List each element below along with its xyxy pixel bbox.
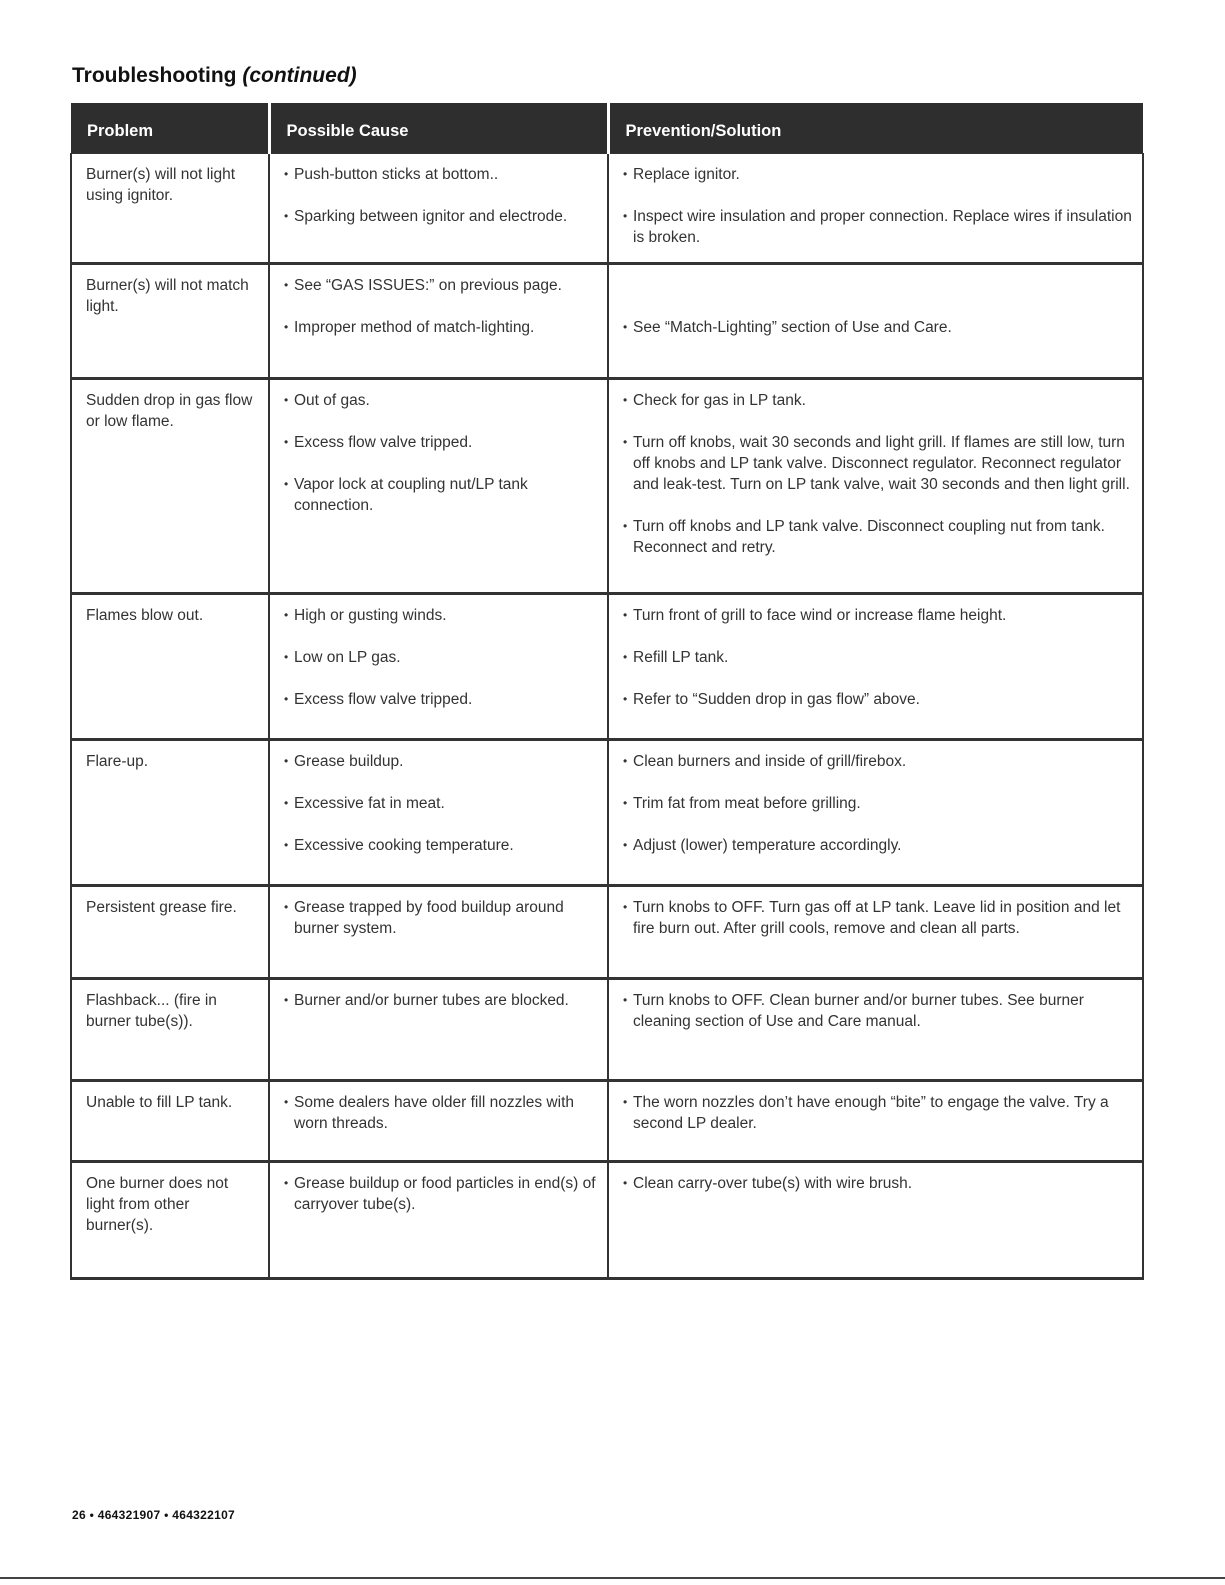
solution-cell bbox=[608, 594, 1143, 740]
solution-list bbox=[623, 897, 1132, 939]
solution-item: • Refill LP tank. bbox=[623, 647, 1132, 668]
solution-list bbox=[623, 1092, 1132, 1134]
problem-cell: Persistent grease fire. bbox=[71, 886, 269, 979]
cause-item: • Some dealers have older fill nozzles with worn threads. bbox=[284, 1092, 597, 1134]
cause-item: • Grease trapped by food buildup around burner system. bbox=[284, 897, 597, 939]
cause-item: • Vapor lock at coupling nut/LP tank connection. bbox=[284, 474, 597, 516]
solution-item: • Turn front of grill to face wind or increase flame height. bbox=[623, 605, 1132, 626]
cause-cell bbox=[269, 264, 608, 379]
solution-item: • Turn knobs to OFF. Turn gas off at LP tank. Leave lid in position and let fire burn out. After grill cools, remove and clean all parts. bbox=[623, 897, 1132, 939]
page-footer: 26 • 464321907 • 464322107 bbox=[72, 1508, 236, 1522]
cause-item: • Excessive fat in meat. bbox=[284, 793, 597, 814]
solution-list bbox=[623, 390, 1132, 558]
cause-item: • Push-button sticks at bottom.. bbox=[284, 164, 597, 185]
cause-list bbox=[284, 1173, 597, 1215]
solution-list bbox=[623, 1173, 1132, 1194]
table-row bbox=[71, 1081, 1143, 1162]
problem-cell: One burner does not light from other burner(s). bbox=[71, 1162, 269, 1279]
page-title bbox=[72, 64, 357, 88]
cause-cell bbox=[269, 1162, 608, 1279]
problem-cell: Flashback... (fire in burner tube(s)). bbox=[71, 979, 269, 1081]
solution-list bbox=[623, 164, 1132, 248]
solution-item: • Clean burners and inside of grill/firebox. bbox=[623, 751, 1132, 772]
solution-item: • Refer to “Sudden drop in gas flow” above. bbox=[623, 689, 1132, 710]
cause-item: • Burner and/or burner tubes are blocked. bbox=[284, 990, 597, 1011]
cause-list bbox=[284, 990, 597, 1011]
solution-cell bbox=[608, 264, 1143, 379]
solution-item: • Adjust (lower) temperature accordingly. bbox=[623, 835, 1132, 856]
cause-list bbox=[284, 605, 597, 710]
cause-item: • High or gusting winds. bbox=[284, 605, 597, 626]
problem-cell: Burner(s) will not match light. bbox=[71, 264, 269, 379]
problem-cell: Flames blow out. bbox=[71, 594, 269, 740]
solution-cell bbox=[608, 1162, 1143, 1279]
cause-cell bbox=[269, 886, 608, 979]
page-title-suffix: (continued) bbox=[242, 64, 357, 87]
table-row bbox=[71, 740, 1143, 886]
table-row bbox=[71, 154, 1143, 264]
solution-item: • Turn off knobs and LP tank valve. Disconnect coupling nut from tank. Reconnect and retry. bbox=[623, 516, 1132, 558]
cause-cell bbox=[269, 979, 608, 1081]
table-row bbox=[71, 979, 1143, 1081]
solution-item: • Turn knobs to OFF. Clean burner and/or burner tubes. See burner cleaning section of Use and Care manual. bbox=[623, 990, 1132, 1032]
page-title-text: Troubleshooting bbox=[72, 64, 237, 87]
solution-item: • The worn nozzles don’t have enough “bite” to engage the valve. Try a second LP dealer. bbox=[623, 1092, 1132, 1134]
solution-item: • Trim fat from meat before grilling. bbox=[623, 793, 1132, 814]
solution-cell bbox=[608, 1081, 1143, 1162]
problem-cell: Unable to fill LP tank. bbox=[71, 1081, 269, 1162]
header-problem: Problem bbox=[71, 103, 269, 154]
cause-item: • Excess flow valve tripped. bbox=[284, 432, 597, 453]
solution-item: • Inspect wire insulation and proper connection. Replace wires if insulation is broken. bbox=[623, 206, 1132, 248]
table-row bbox=[71, 264, 1143, 379]
table-header-row bbox=[71, 103, 1143, 154]
cause-list bbox=[284, 275, 597, 338]
solution-cell bbox=[608, 979, 1143, 1081]
header-possible-cause: Possible Cause bbox=[269, 103, 608, 154]
solution-item: • Replace ignitor. bbox=[623, 164, 1132, 185]
solution-list bbox=[623, 751, 1132, 856]
cause-cell bbox=[269, 1081, 608, 1162]
solution-cell bbox=[608, 886, 1143, 979]
cause-item: • See “GAS ISSUES:” on previous page. bbox=[284, 275, 597, 296]
solution-item: • Clean carry-over tube(s) with wire brush. bbox=[623, 1173, 1132, 1194]
table-row bbox=[71, 886, 1143, 979]
solution-item bbox=[623, 275, 1132, 296]
cause-item: • Grease buildup or food particles in end(s) of carryover tube(s). bbox=[284, 1173, 597, 1215]
solution-cell bbox=[608, 740, 1143, 886]
cause-item: • Sparking between ignitor and electrode. bbox=[284, 206, 597, 227]
cause-cell bbox=[269, 154, 608, 264]
cause-list bbox=[284, 751, 597, 856]
cause-item: • Low on LP gas. bbox=[284, 647, 597, 668]
cause-item: • Excess flow valve tripped. bbox=[284, 689, 597, 710]
problem-cell: Burner(s) will not light using ignitor. bbox=[71, 154, 269, 264]
solution-list bbox=[623, 990, 1132, 1032]
solution-item: • See “Match-Lighting” section of Use and Care. bbox=[623, 317, 1132, 338]
table-row bbox=[71, 594, 1143, 740]
cause-item: • Out of gas. bbox=[284, 390, 597, 411]
problem-cell: Flare-up. bbox=[71, 740, 269, 886]
solution-cell bbox=[608, 154, 1143, 264]
solution-item: • Check for gas in LP tank. bbox=[623, 390, 1132, 411]
cause-list bbox=[284, 1092, 597, 1134]
cause-list bbox=[284, 390, 597, 516]
solution-list bbox=[623, 605, 1132, 710]
cause-item: • Improper method of match-lighting. bbox=[284, 317, 597, 338]
header-prevention-solution: Prevention/Solution bbox=[608, 103, 1143, 154]
cause-list bbox=[284, 897, 597, 939]
troubleshooting-table bbox=[70, 103, 1144, 1280]
cause-item: • Grease buildup. bbox=[284, 751, 597, 772]
solution-item: • Turn off knobs, wait 30 seconds and light grill. If flames are still low, turn off knobs and LP tank valve. Disconnect regulator. Reconnect regulator and leak-test. Turn on LP tank valve, wait 30 seconds and then light grill. bbox=[623, 432, 1132, 495]
cause-item: • Excessive cooking temperature. bbox=[284, 835, 597, 856]
cause-cell bbox=[269, 379, 608, 594]
bottom-rule bbox=[0, 1577, 1225, 1579]
cause-list bbox=[284, 164, 597, 227]
cause-cell bbox=[269, 740, 608, 886]
cause-cell bbox=[269, 594, 608, 740]
problem-cell: Sudden drop in gas flow or low flame. bbox=[71, 379, 269, 594]
solution-cell bbox=[608, 379, 1143, 594]
solution-list bbox=[623, 275, 1132, 338]
table-row bbox=[71, 379, 1143, 594]
table-row bbox=[71, 1162, 1143, 1279]
